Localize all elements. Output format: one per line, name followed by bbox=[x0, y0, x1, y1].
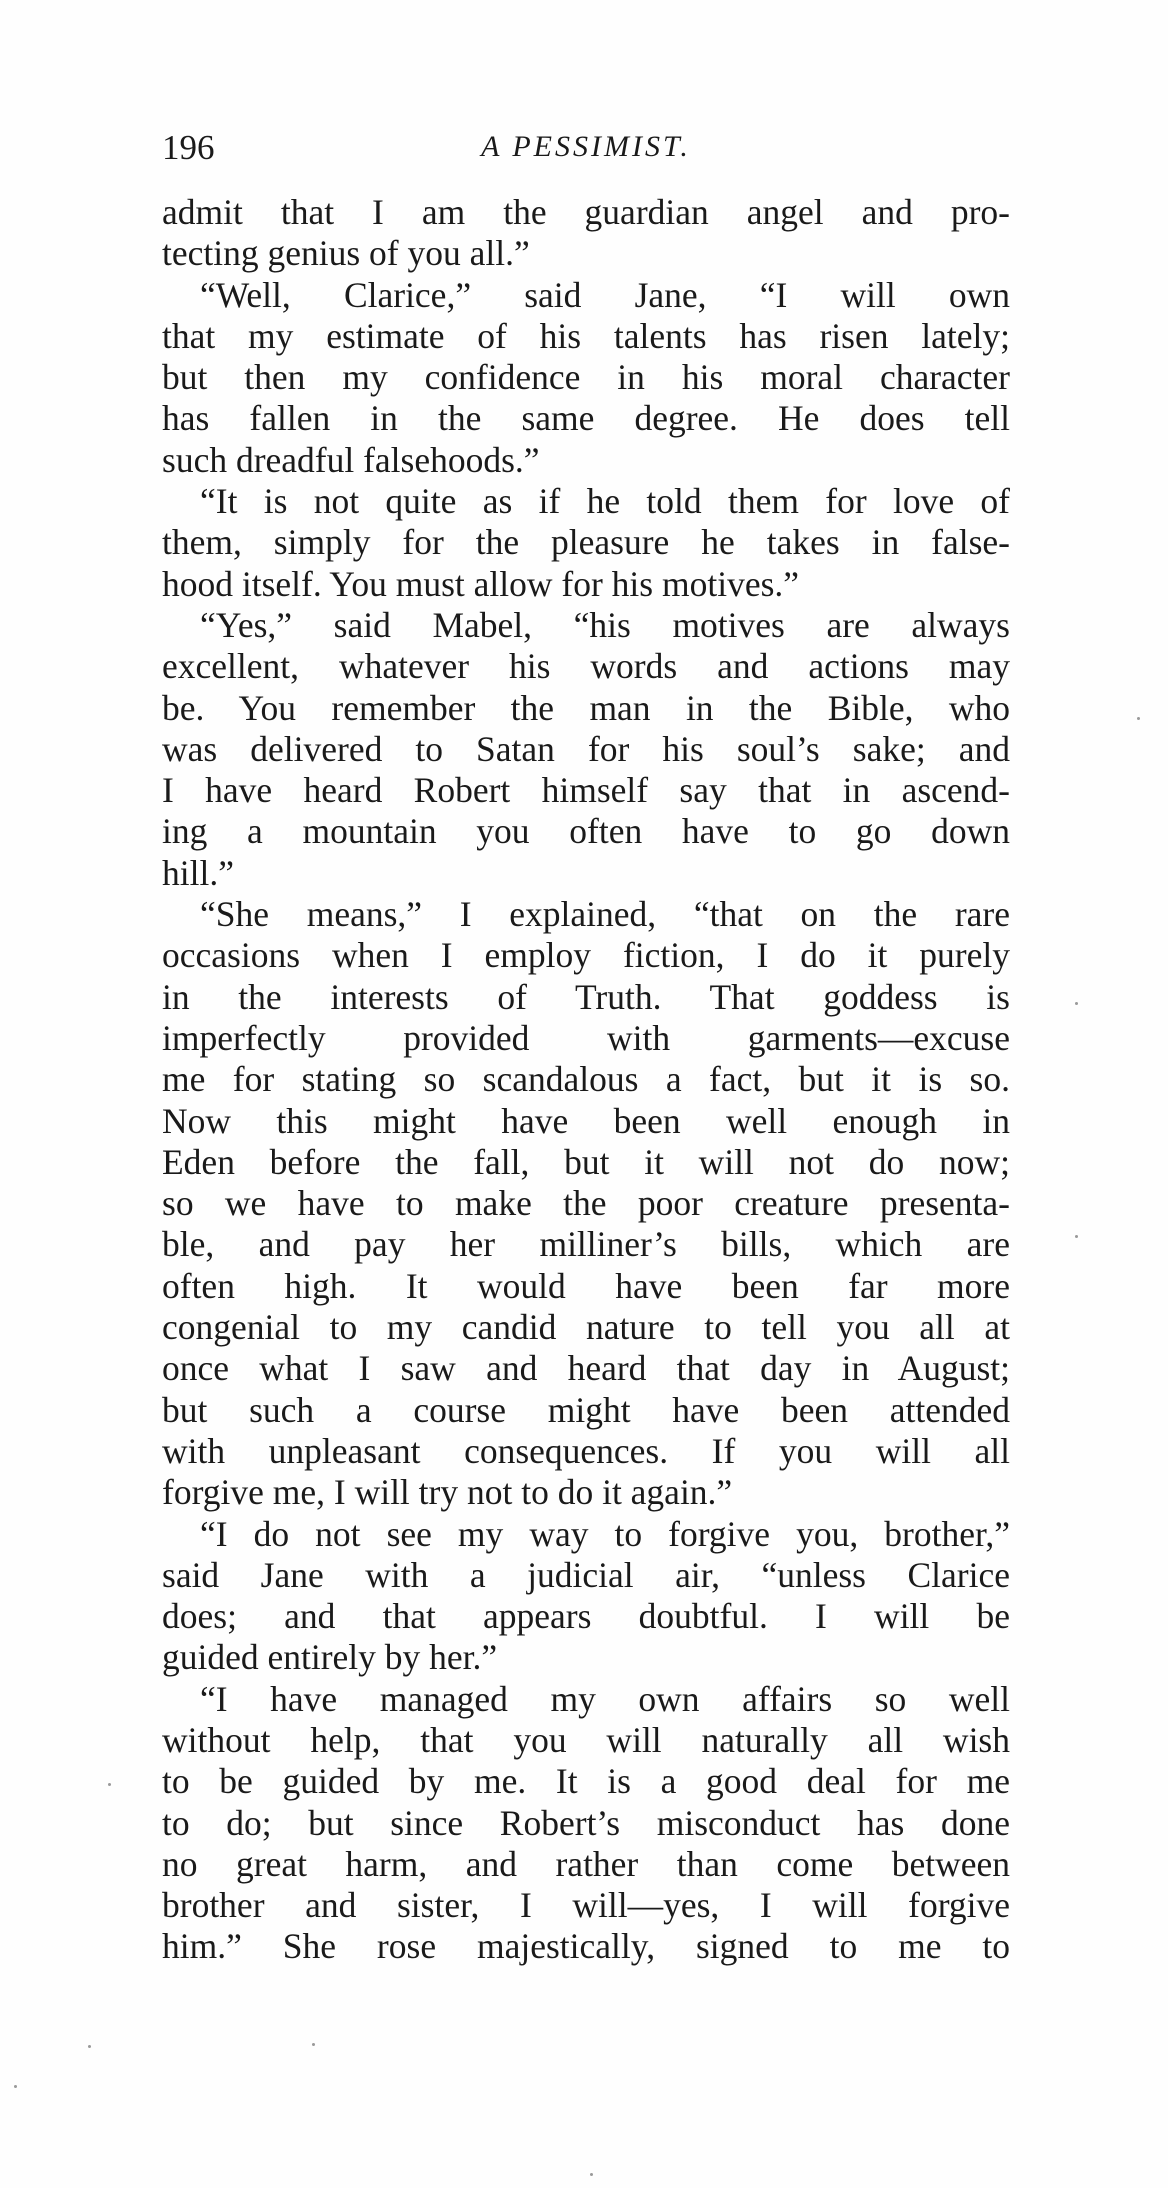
paper-speck bbox=[108, 1783, 111, 1786]
text-line: brother and sister, I will—yes, I will forgive bbox=[162, 1885, 1010, 1926]
text-line: with unpleasant consequences. If you will all bbox=[162, 1430, 1010, 1471]
text-line: to do; but since Robert’s misconduct has done bbox=[162, 1802, 1010, 1843]
text-line: Eden before the fall, but it will not do now; bbox=[162, 1141, 1010, 1182]
text-line: once what I saw and heard that day in August; bbox=[162, 1348, 1010, 1389]
text-line: but such a course might have been attended bbox=[162, 1389, 1010, 1430]
body-text bbox=[162, 192, 1010, 1968]
text-line: be. You remember the man in the Bible, who bbox=[162, 687, 1010, 728]
text-line: no great harm, and rather than come between bbox=[162, 1843, 1010, 1884]
text-line: tecting genius of you all.” bbox=[162, 233, 530, 274]
text-line: without help, that you will naturally all wish bbox=[162, 1719, 1010, 1760]
text-line: often high. It would have been far more bbox=[162, 1265, 1010, 1306]
text-line: was delivered to Satan for his soul’s sake; and bbox=[162, 728, 1010, 769]
paper-speck bbox=[88, 2045, 91, 2048]
text-line: ing a mountain you often have to go down bbox=[162, 811, 1010, 852]
text-line: that my estimate of his talents has risen lately; bbox=[162, 315, 1010, 356]
text-line: excellent, whatever his words and actions may bbox=[162, 646, 1010, 687]
text-line: said Jane with a judicial air, “unless Clarice bbox=[162, 1554, 1010, 1595]
text-line: but then my confidence in his moral character bbox=[162, 357, 1010, 398]
paper-speck bbox=[590, 2173, 593, 2176]
text-line: does; and that appears doubtful. I will be bbox=[162, 1596, 1010, 1637]
text-line: imperfectly provided with garments—excuse bbox=[162, 1017, 1010, 1058]
text-line: in the interests of Truth. That goddess is bbox=[162, 976, 1010, 1017]
text-line: “She means,” I explained, “that on the rare bbox=[200, 894, 1010, 935]
text-line: hood itself. You must allow for his motives.” bbox=[162, 563, 800, 604]
paper-speck bbox=[1075, 1235, 1078, 1238]
text-line: “Yes,” said Mabel, “his motives are always bbox=[200, 604, 1010, 645]
text-line: guided entirely by her.” bbox=[162, 1637, 498, 1678]
page-number: 196 bbox=[162, 128, 215, 167]
text-line: “I have managed my own affairs so well bbox=[200, 1678, 1010, 1719]
text-line: occasions when I employ fiction, I do it purely bbox=[162, 935, 1010, 976]
text-line: him.” She rose majestically, signed to me to bbox=[162, 1926, 1010, 1967]
text-line: “Well, Clarice,” said Jane, “I will own bbox=[200, 274, 1010, 315]
text-line: “It is not quite as if he told them for love of bbox=[200, 481, 1010, 522]
text-line: me for stating so scandalous a fact, but it is so. bbox=[162, 1059, 1010, 1100]
text-line: has fallen in the same degree. He does tell bbox=[162, 398, 1010, 439]
paper-speck bbox=[1075, 1002, 1078, 1005]
text-line: so we have to make the poor creature presenta- bbox=[162, 1183, 1010, 1224]
text-line: admit that I am the guardian angel and pro- bbox=[162, 192, 1010, 232]
paper-speck bbox=[312, 2043, 315, 2046]
text-line: Now this might have been well enough in bbox=[162, 1100, 1010, 1141]
text-line: ble, and pay her milliner’s bills, which are bbox=[162, 1224, 1010, 1265]
text-line: “I do not see my way to forgive you, brother,” bbox=[200, 1513, 1010, 1554]
running-title: A PESSIMIST. bbox=[481, 130, 691, 163]
text-line: forgive me, I will try not to do it again.” bbox=[162, 1472, 733, 1513]
paper-speck bbox=[14, 2085, 17, 2088]
text-line: I have heard Robert himself say that in ascend- bbox=[162, 770, 1010, 811]
text-line: them, simply for the pleasure he takes in false- bbox=[162, 522, 1010, 563]
text-line: to be guided by me. It is a good deal for me bbox=[162, 1761, 1010, 1802]
text-line: such dreadful falsehoods.” bbox=[162, 439, 540, 480]
page-header bbox=[162, 128, 1010, 178]
text-line: congenial to my candid nature to tell you all at bbox=[162, 1307, 1010, 1348]
paper-speck bbox=[1137, 717, 1140, 720]
text-line: hill.” bbox=[162, 852, 234, 893]
